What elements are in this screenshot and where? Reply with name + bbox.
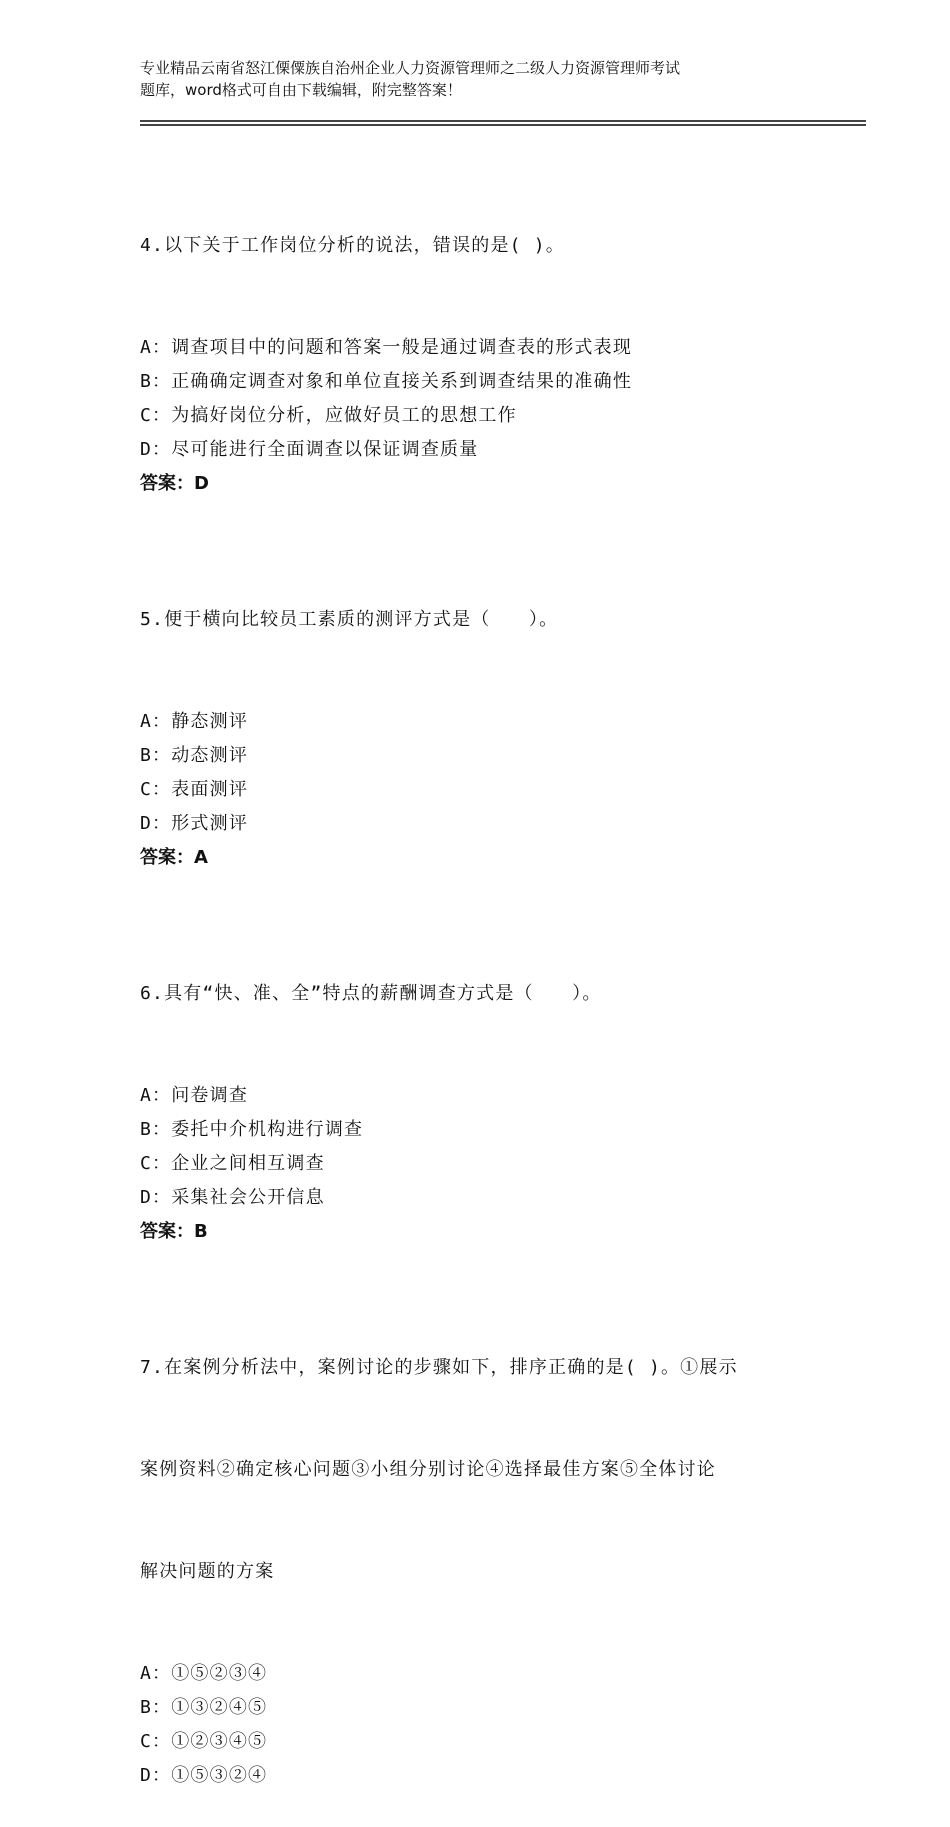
option-a: A：①⑤②③④ xyxy=(140,1663,268,1684)
option-a: A：调查项目中的问题和答案一般是通过调查表的形式表现 xyxy=(140,337,633,358)
question-stem xyxy=(140,161,840,331)
question-stem-line: 解决问题的方案 xyxy=(140,1561,275,1582)
question-7 xyxy=(140,1283,840,1793)
option-b: B：委托中介机构进行调查 xyxy=(140,1119,364,1140)
question-stem xyxy=(140,909,840,1079)
question-list xyxy=(140,161,840,1827)
document-header xyxy=(140,57,840,101)
option-d: D：形式测评 xyxy=(140,813,249,834)
question-5 xyxy=(140,535,840,875)
option-c: C：为搞好岗位分析，应做好员工的思想工作 xyxy=(140,405,517,426)
option-a: A：静态测评 xyxy=(140,711,249,732)
question-stem-line: 5.便于横向比较员工素质的测评方式是（ ）。 xyxy=(140,609,559,630)
option-c: C：表面测评 xyxy=(140,779,249,800)
option-b: B：①③②④⑤ xyxy=(140,1697,268,1718)
question-stem xyxy=(140,1283,840,1657)
option-d: D：①⑤③②④ xyxy=(140,1765,268,1786)
answer-label: 答案：A xyxy=(140,847,208,868)
option-d: D：尽可能进行全面调查以保证调查质量 xyxy=(140,439,479,460)
question-stem-line: 6.具有“快、准、全”特点的薪酬调查方式是（ ）。 xyxy=(140,983,602,1004)
question-stem xyxy=(140,535,840,705)
question-stem-line: 7.在案例分析法中，案例讨论的步骤如下，排序正确的是( )。①展示 xyxy=(140,1357,738,1378)
answer-label: 答案：D xyxy=(140,473,209,494)
question-stem-line: 案例资料②确定核心问题③小组分别讨论④选择最佳方案⑤全体讨论 xyxy=(140,1459,716,1480)
option-d: D：采集社会公开信息 xyxy=(140,1187,325,1208)
question-stem-line: 4.以下关于工作岗位分析的说法，错误的是( )。 xyxy=(140,235,565,256)
option-a: A：问卷调查 xyxy=(140,1085,249,1106)
header-title-line-2: 题库，word格式可自由下载编辑，附完整答案！ xyxy=(140,81,462,99)
option-b: B：正确确定调查对象和单位直接关系到调查结果的准确性 xyxy=(140,371,633,392)
question-4 xyxy=(140,161,840,501)
header-double-rule xyxy=(140,120,866,126)
option-c: C：企业之间相互调查 xyxy=(140,1153,325,1174)
question-6 xyxy=(140,909,840,1249)
option-c: C：①②③④⑤ xyxy=(140,1731,268,1752)
answer-label: 答案：B xyxy=(140,1221,208,1242)
header-title-line-1: 专业精品云南省怒江傈僳族自治州企业人力资源管理师之二级人力资源管理师考试 xyxy=(140,59,681,77)
option-b: B：动态测评 xyxy=(140,745,249,766)
